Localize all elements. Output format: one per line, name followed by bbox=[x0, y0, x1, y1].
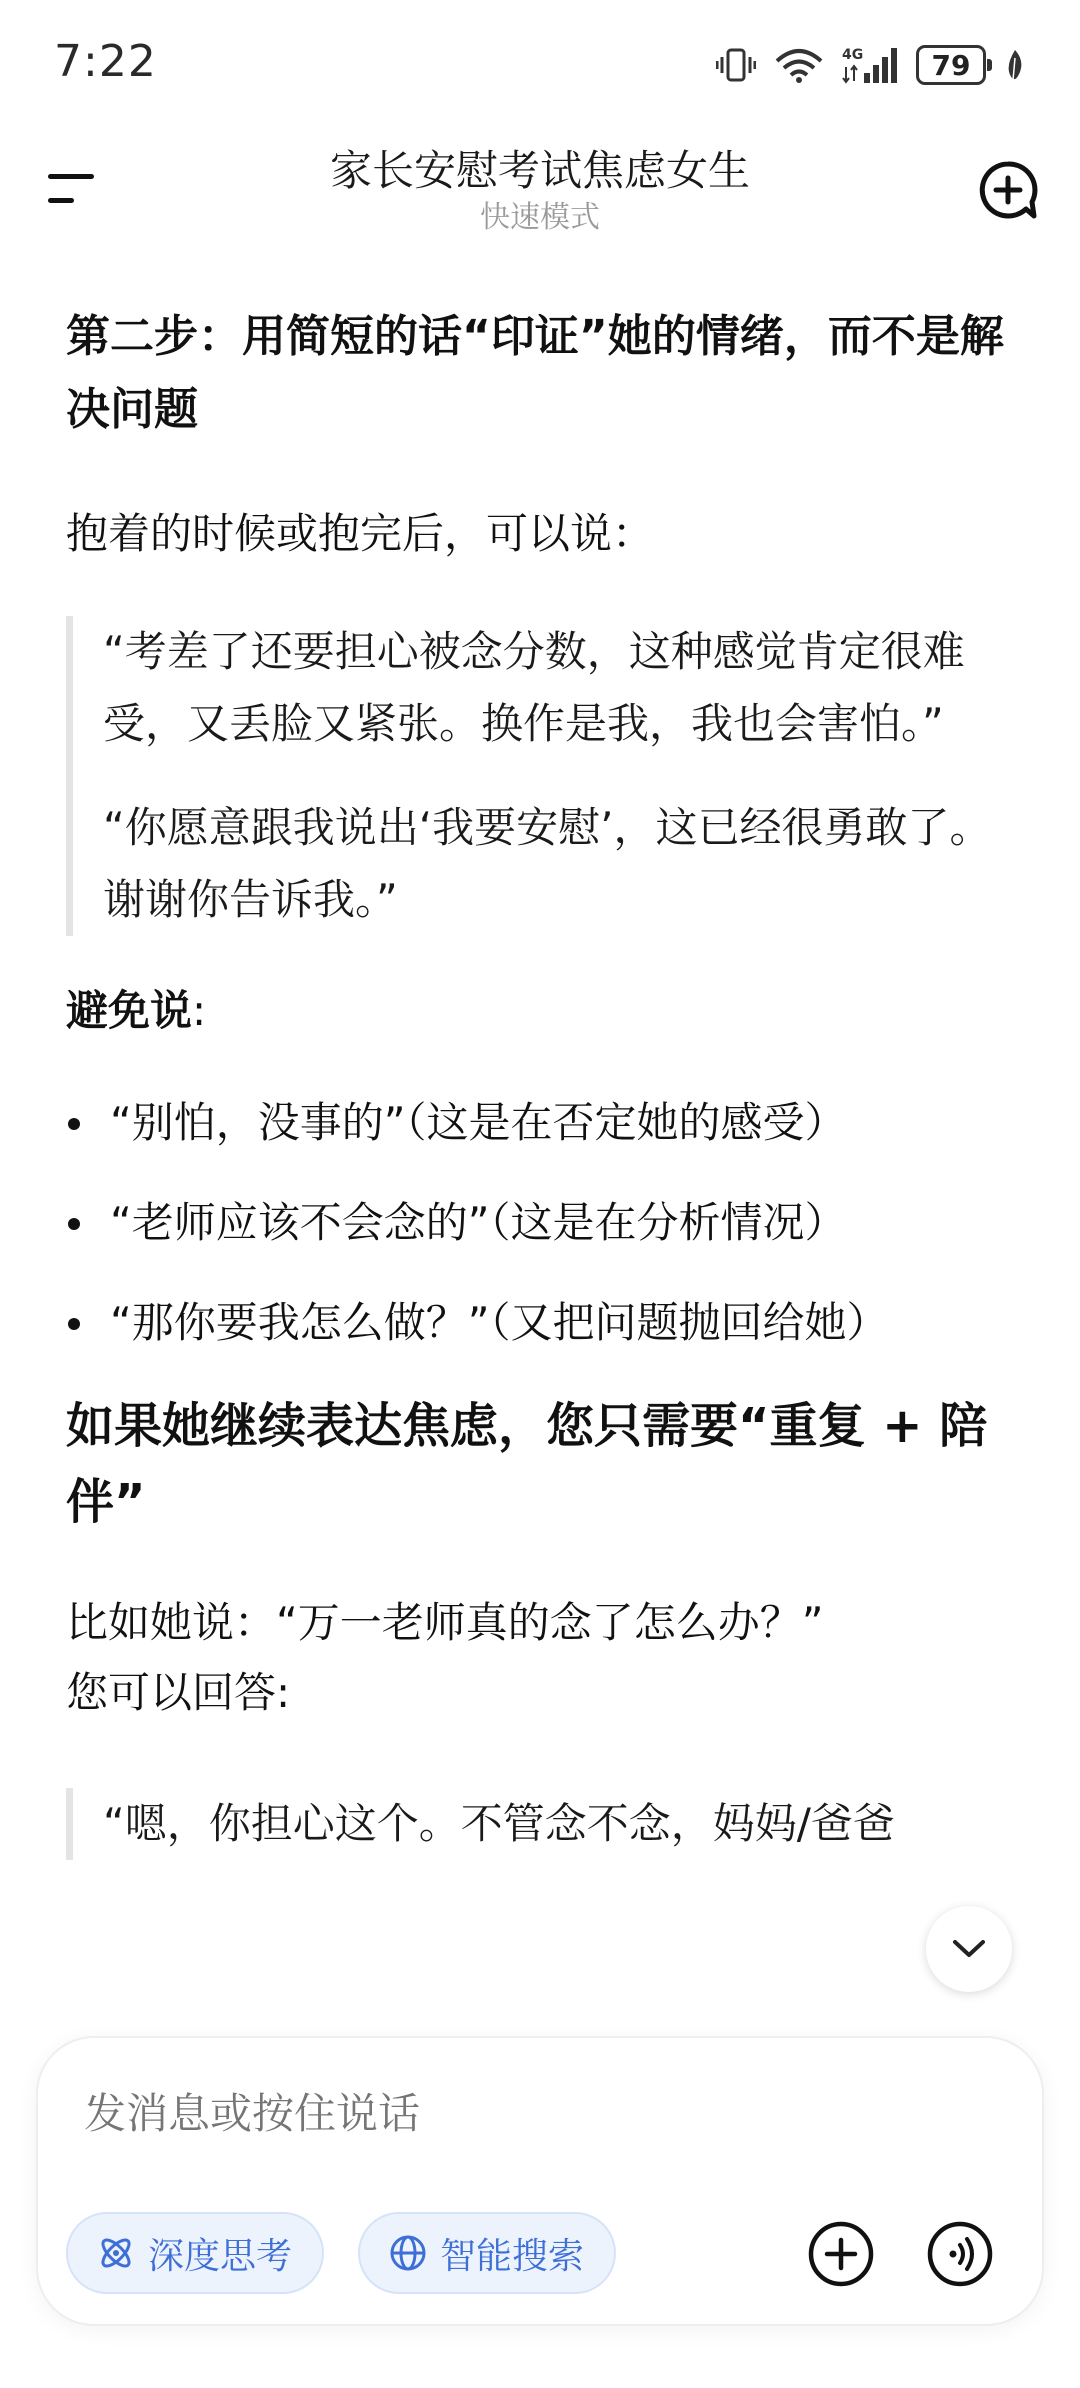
conversation-title: 家长安慰考试焦虑女生 bbox=[329, 146, 750, 195]
quote-text: “嗯，你担心这个。不管念不念，妈妈/爸爸 bbox=[103, 1799, 895, 1848]
avoid-list bbox=[66, 1088, 1026, 1358]
new-chat-icon bbox=[976, 158, 1040, 222]
list-item: “别怕，没事的”（这是在否定她的感受） bbox=[66, 1088, 1026, 1158]
battery-level: 79 bbox=[931, 48, 971, 82]
example-line: 您可以回答: bbox=[66, 1668, 291, 1717]
new-chat-button[interactable] bbox=[976, 158, 1040, 222]
intro-text: 抱着的时候或抱完后，可以说： bbox=[66, 509, 655, 558]
menu-button[interactable] bbox=[40, 160, 110, 220]
status-icons bbox=[716, 42, 1026, 88]
avoid-colon: : bbox=[192, 986, 207, 1035]
attach-button[interactable] bbox=[807, 2220, 875, 2288]
avoid-line bbox=[66, 976, 1026, 1046]
vibrate-icon bbox=[716, 47, 756, 83]
svg-text:4G: 4G bbox=[842, 47, 864, 63]
voice-wave-icon bbox=[926, 2220, 994, 2288]
scroll-to-bottom-button[interactable] bbox=[926, 1906, 1012, 1992]
globe-icon bbox=[388, 2233, 428, 2273]
header bbox=[0, 130, 1080, 250]
atom-icon bbox=[96, 2233, 136, 2273]
voice-call-button[interactable] bbox=[926, 2220, 994, 2288]
leaf-icon bbox=[1004, 48, 1026, 82]
section-heading: 如果她继续表达焦虑，您只需要“重复 + 陪伴” bbox=[66, 1398, 988, 1530]
chevron-down-icon bbox=[951, 1938, 987, 1960]
list-item: “那你要我怎么做？”（又把问题抛回给她） bbox=[66, 1288, 1026, 1358]
quote-block bbox=[66, 616, 1026, 936]
step-heading: 第二步：用简短的话“印证”她的情绪，而不是解决问题 bbox=[66, 311, 1004, 435]
plus-circle-icon bbox=[807, 2220, 875, 2288]
battery-icon bbox=[916, 45, 986, 85]
status-time: 7:22 bbox=[54, 36, 157, 87]
message-input[interactable] bbox=[82, 2082, 986, 2144]
quote-text: “你愿意跟我说出‘我要安慰’，这已经很勇敢了。谢谢你告诉我。” bbox=[103, 803, 992, 924]
quote-block bbox=[66, 1788, 1026, 1860]
quote-text: “考差了还要担心被念分数，这种感觉肯定很难受，又丢脸又紧张。换作是我，我也会害怕。” bbox=[103, 627, 965, 748]
avoid-label: 避免说 bbox=[66, 986, 193, 1035]
message-content bbox=[66, 300, 1026, 1860]
smart-search-label: 智能搜索 bbox=[440, 2235, 585, 2277]
wifi-icon bbox=[774, 47, 824, 83]
mode-label: 快速模式 bbox=[480, 200, 600, 235]
deep-think-button[interactable] bbox=[66, 2212, 324, 2294]
smart-search-button[interactable] bbox=[358, 2212, 616, 2294]
example-line: 比如她说：“万一老师真的念了怎么办？” bbox=[66, 1598, 824, 1647]
status-bar bbox=[0, 0, 1080, 130]
signal-4g-icon bbox=[842, 45, 898, 85]
composer bbox=[38, 2038, 1042, 2324]
list-item: “老师应该不会念的”（这是在分析情况） bbox=[66, 1188, 1026, 1258]
deep-think-label: 深度思考 bbox=[148, 2235, 293, 2277]
